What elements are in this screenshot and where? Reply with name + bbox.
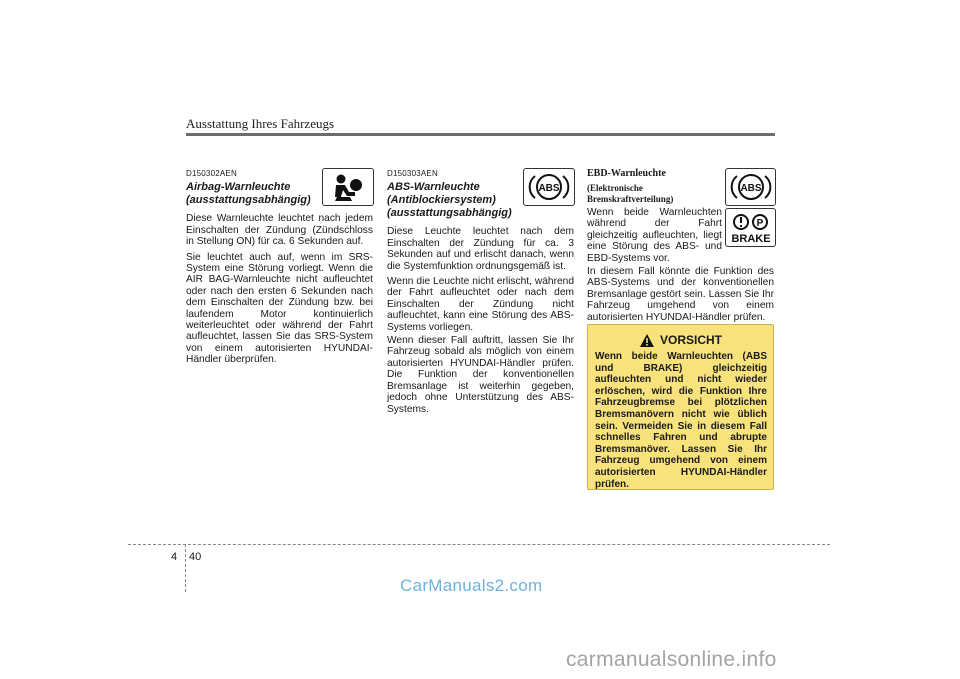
abs-title-3: (ausstattungsabhängig) xyxy=(387,207,512,220)
footer-divider xyxy=(185,544,186,592)
abs-para-3: Wenn dieser Fall auftritt, lassen Sie Ihr Fahrzeug sobald als möglich von einem autorisierten HYUNDAI-Händler prüfen. Die Funktion der konventionellen Bremsanlage ist weiterhin gegeben, jedoch ohne Unterstützung des ABS-Systems. xyxy=(387,335,574,415)
abs-warning-icon xyxy=(523,168,575,206)
caution-heading: VORSICHT xyxy=(659,333,722,347)
header-rule xyxy=(186,133,775,136)
caution-box xyxy=(587,324,774,490)
page-header-title: Ausstattung Ihres Fahrzeugs xyxy=(186,116,335,131)
footer-rule xyxy=(128,544,830,545)
ebd-abs-icon xyxy=(725,168,776,206)
ebd-subtitle-2: Bremskraftverteilung) xyxy=(587,194,674,204)
airbag-title-2: (ausstattungsabhängig) xyxy=(186,194,311,207)
page-number: 40 xyxy=(189,551,202,563)
abs-code: D150303AEN xyxy=(387,169,438,178)
airbag-warning-icon xyxy=(322,168,374,206)
abs-title-2: (Antiblockiersystem) xyxy=(387,194,496,207)
airbag-title-1: Airbag-Warnleuchte xyxy=(186,181,291,194)
caution-header xyxy=(595,333,767,347)
abs-para-2: Wenn die Leuchte nicht erlischt, während der Fahrt aufleuchtet oder nach dem Einschalten der Zündung nicht aufleuchtet, kann eine Störung des ABS-Systems vorliegen. xyxy=(387,276,574,333)
ebd-abs-icon-label: ABS xyxy=(739,183,762,194)
abs-title-1: ABS-Warnleuchte xyxy=(387,181,480,194)
ebd-title: EBD-Warnleuchte xyxy=(587,168,666,179)
warning-triangle-icon xyxy=(640,334,654,347)
abs-para-1: Diese Leuchte leuchtet nach dem Einschalten der Zündung für ca. 3 Sekunden auf und erlischt danach, wenn die Systemfunktion ordnungsgemäß ist. xyxy=(387,226,574,272)
caution-text: Wenn beide Warnleuchten (ABS und BRAKE) gleichzeitig aufleuchten und nicht wieder erlöschen, wird die Funktion Ihre Fahrzeugbremse bei plötzlichen Bremsmanövern nicht wie üblich sein. Vermeiden Sie in diesem Fall schnelles Fahren und abrupte Bremsmanöver. Lassen Sie Ihr Fahrzeug umgehend von einem autorisierten HYUNDAI-Händler prüfen. xyxy=(595,351,767,490)
brake-warning-icon xyxy=(725,208,776,247)
ebd-para-1: Wenn beide Warnleuchten während der Fahrt gleichzeitig aufleuchten, liegt eine Störung des ABS- und EBD-Systems vor. xyxy=(587,207,722,264)
airbag-para-1: Diese Warnleuchte leuchtet nach jedem Einschalten der Zündung (Zündschloss in Stellung ON) für ca. 6 Sekunden auf. xyxy=(186,213,373,248)
airbag-para-2: Sie leuchtet auch auf, wenn im SRS-System eine Störung vorliegt. Wenn die AIR BAG-Warnleuchte nicht aufleuchtet oder nach den ersten 6 Sekunden nach dem Einschalten der Zündung bzw. bei laufendem Motor kontinuierlich weiterleuchtet oder während der Fahrt aufleuchtet, lassen Sie das SRS-System von einem autorisierten HYUNDAI-Händler überprüfen. xyxy=(186,251,373,366)
watermark-carmanuals2[interactable]: CarManuals2.com xyxy=(400,576,543,595)
watermark-carmanualsonline[interactable]: carmanualsonline.info xyxy=(566,648,777,671)
brake-icon-label: BRAKE xyxy=(730,232,771,245)
ebd-subtitle-1: (Elektronische xyxy=(587,183,643,193)
chapter-number: 4 xyxy=(171,551,178,563)
brake-icon-p: P xyxy=(756,217,763,229)
airbag-code: D150302AEN xyxy=(186,169,237,178)
abs-icon-label: ABS xyxy=(538,183,560,194)
ebd-para-2: In diesem Fall könnte die Funktion des ABS-Systems und der konventionellen Bremsanlage gestört sein. Lassen Sie Ihr Fahrzeug umgehend von einem autorisierten HYUNDAI-Händler prüfen. xyxy=(587,266,774,323)
